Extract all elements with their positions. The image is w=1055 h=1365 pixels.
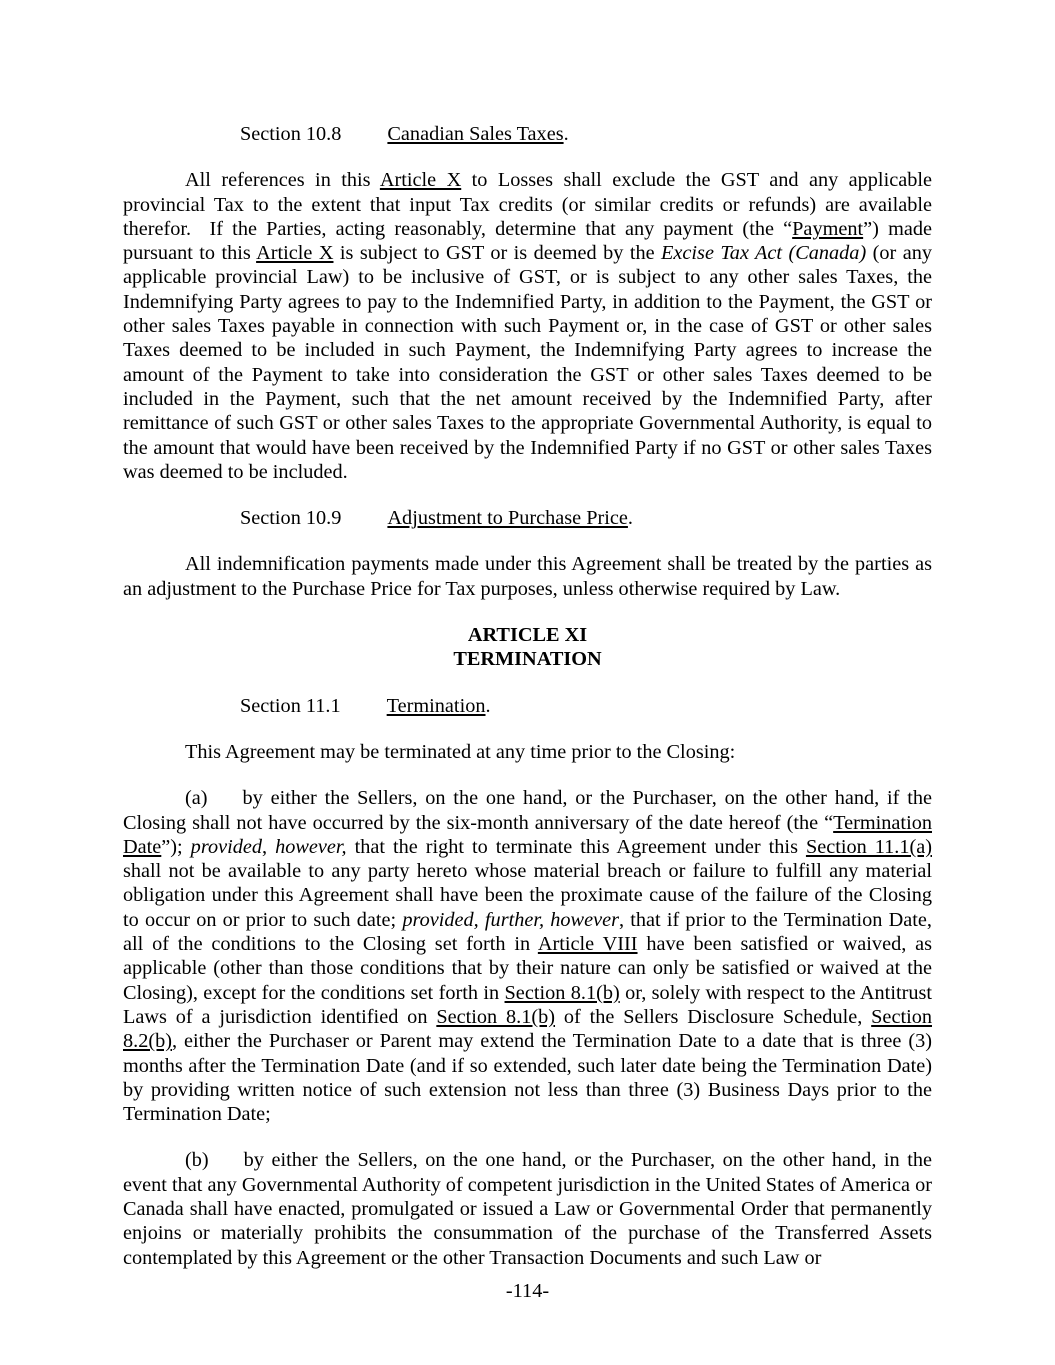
text-segment: ”); [161, 835, 191, 858]
section-heading-10-8 [123, 122, 932, 146]
text-segment: Excise Tax Act (Canada) [661, 242, 867, 265]
text-segment: or, solely with respect to the Antitrust Laws of a jurisdiction identified on [123, 981, 933, 1028]
text-segment: of the Sellers Disclosure Schedule, [555, 1005, 872, 1028]
section-title-period: . [563, 123, 569, 145]
section-label: Section 10.9 [240, 507, 342, 530]
section-label: Section 10.8 [240, 123, 342, 145]
paragraph-canadian-sales-taxes [123, 168, 932, 484]
text-segment: by either the Sellers, on the one hand, or the Purchaser, on the other hand, if the Closing shall not have occurred by the six-month anniversary of the date hereof (the “ [123, 787, 932, 834]
text-segment: Section 8.1(b) [504, 981, 620, 1004]
text-segment: , [262, 835, 276, 858]
list-marker-b: (b) [185, 1149, 209, 1172]
text-segment: is subject to GST or is deemed by the [333, 242, 662, 265]
text-segment: Section 11.1(a) [805, 835, 932, 858]
list-marker-a: (a) [185, 787, 208, 810]
text-segment: This Agreement may be terminated at any time prior to the Closing: [185, 740, 736, 763]
text-segment: , that if prior to the Termination Date, all of the conditions to the Closing set forth in [123, 908, 932, 956]
article-number: ARTICLE XI [467, 624, 588, 647]
text-segment: Article X [379, 169, 462, 192]
paragraph-adjustment-to-purchase-price [123, 552, 932, 601]
text-segment: , either the Purchaser or Parent may extend the Termination Date to a date that is three (3) months after the Termination Date (and if so extended, such later date being the Termination Date) by providing written notice of such extension not less than three (3) Business Days prior to the Termination Date; [123, 1030, 932, 1126]
text-segment: shall not be available to any party hereto whose material breach or failure to fulfill any material obligation under this Agreement shall have been the proximate cause of the failure of the Closing to occur on or prior to such date; [123, 860, 932, 931]
section-title-period: . [627, 507, 633, 530]
text-segment: to Losses shall exclude the GST and any applicable provincial Tax to the extent that input Tax credits (or similar credits or refunds) are available therefor. If the Parties, acting reasonably, determine that any payment (the “ [123, 169, 932, 240]
text-segment: All references in this [185, 169, 380, 192]
text-segment: have been satisfied or waived, as applicable (other than those conditions that by their nature can only be satisfied or waived at the Closing), except for the conditions set forth in [123, 933, 932, 1004]
text-segment: provided [190, 835, 263, 858]
text-segment: (or any applicable provincial Law) to be inclusive of GST, or is subject to any other sales Taxes, the Indemnifying Party agrees to pay to the Indemnified Party, in addition to the Payment, the GST or other sales Taxes payable in connection with such Payment or, in the case of GST or other sales Taxes deemed to be included in such Payment, the Indemnifying Party agrees to increase the amount of the Payment to take into consideration the GST or other sales Taxes deemed to be included in the Payment, such that the net amount received by the Indemnified Party, after remittance of such GST or other sales Taxes to the appropriate Governmental Authority, is equal to the amount that would have been received by the Indemnified Party if no GST or other sales Taxes was deemed to be included. [123, 242, 932, 483]
document-body [123, 122, 932, 1270]
text-segment: that the right to terminate this Agreement under this [346, 835, 806, 858]
clause-a-text [123, 787, 932, 1125]
text-segment: Section 8.2(b) [123, 1005, 932, 1053]
text-segment: ”) made pursuant to this [123, 217, 932, 265]
paragraph-termination-intro [123, 740, 932, 764]
section-title-period: . [485, 694, 491, 717]
text-segment: Section 8.1(b) [436, 1005, 556, 1028]
paragraph-clause-b [123, 1148, 932, 1269]
section-heading-10-9 [123, 506, 932, 530]
text-segment: Termination Date [123, 811, 932, 858]
section-label: Section 11.1 [240, 694, 341, 717]
text-segment: Article VIII [537, 933, 638, 956]
text-segment: All indemnification payments made under this Agreement shall be treated by the parties as an adjustment to the Purchase Price for Tax purposes, unless otherwise required by Law. [123, 553, 932, 600]
section-heading-11-1 [123, 694, 932, 718]
text-segment: provided, further, however [402, 908, 619, 931]
text-segment: Payment [792, 217, 864, 240]
text-segment: however, [275, 835, 347, 858]
article-title: TERMINATION [453, 648, 602, 671]
text-segment: by either the Sellers, on the one hand, or the Purchaser, on the other hand, in the event that any Governmental Authority of competent jurisdiction in the United States of America or Canada shall have enacted, promulgated or issued a Law or Governmental Order that permanently enjoins or materially prohibits the consummation of the purchase of the Transferred Assets contemplated by this Agreement or the other Transaction Documents and such Law or [123, 1149, 932, 1269]
section-title: Termination [386, 694, 486, 717]
page-number: -114- [505, 1279, 550, 1302]
paragraph-clause-a [123, 786, 932, 1126]
section-title: Canadian Sales Taxes [387, 123, 564, 145]
section-title: Adjustment to Purchase Price [387, 507, 628, 530]
clause-b-text [123, 1149, 932, 1268]
text-segment: Article X [256, 242, 334, 265]
article-heading [123, 623, 932, 672]
